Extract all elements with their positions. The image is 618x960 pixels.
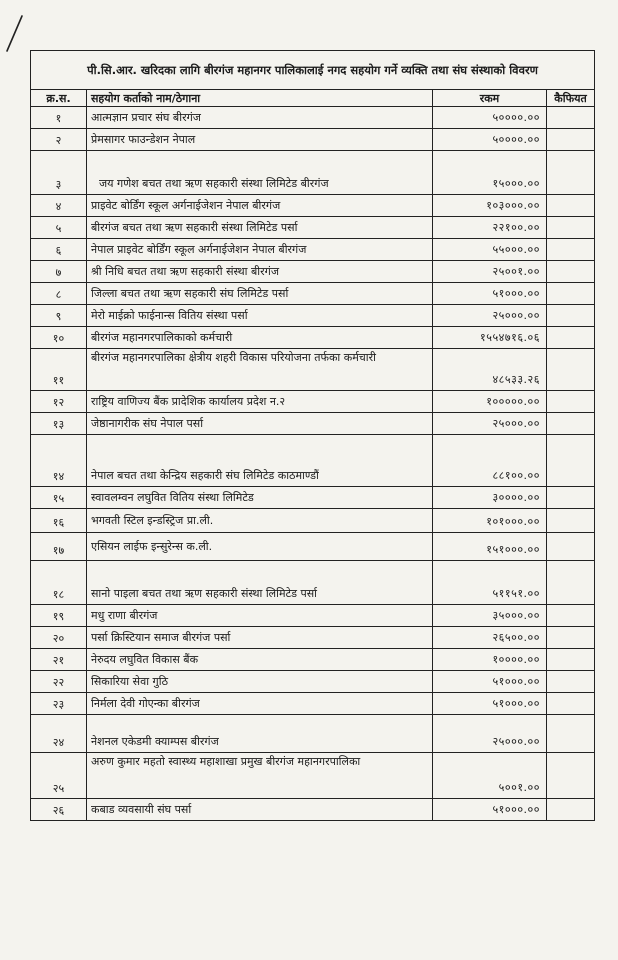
- row-donor-name: बीरगंज बचत तथा ऋण सहकारी संस्था लिमिटेड पर्सा: [87, 217, 433, 239]
- row-amount: ५१०००.००: [433, 799, 547, 821]
- table-row: [31, 107, 595, 129]
- row-serial: ७: [31, 261, 87, 283]
- row-amount: २५००१.००: [433, 261, 547, 283]
- row-remarks: [547, 391, 595, 413]
- row-amount: १०३०००.००: [433, 195, 547, 217]
- row-amount: ८८१००.००: [433, 435, 547, 487]
- row-serial: १४: [31, 435, 87, 487]
- header-amount: रकम: [433, 90, 547, 107]
- row-donor-name: नेपाल प्राइवेट बोर्डिंग स्कूल अर्गनाईजेशन नेपाल बीरगंज: [87, 239, 433, 261]
- row-serial: १९: [31, 605, 87, 627]
- row-amount: ५००१.००: [433, 753, 547, 799]
- row-donor-name: नेपाल बचत तथा केन्द्रिय सहकारी संघ लिमिटेड काठमाण्डौं: [87, 435, 433, 487]
- row-serial: २०: [31, 627, 87, 649]
- row-amount: ५००००.००: [433, 107, 547, 129]
- row-amount: २६५००.००: [433, 627, 547, 649]
- row-serial: २१: [31, 649, 87, 671]
- row-donor-name: स्वावलम्वन लघुवित वितिय संस्था लिमिटेड: [87, 487, 433, 509]
- row-donor-name: श्री निधि बचत तथा ऋण सहकारी संस्था बीरगंज: [87, 261, 433, 283]
- row-remarks: [547, 693, 595, 715]
- row-amount: १००००.००: [433, 649, 547, 671]
- row-donor-name: निर्मला देवी गोएन्का बीरगंज: [87, 693, 433, 715]
- document-title: पी.सि.आर. खरिदका लागि बीरगंज महानगर पालिकालाई नगद सहयोग गर्ने व्यक्ति तथा संघ संस्थाको विवरण: [31, 51, 595, 90]
- row-remarks: [547, 487, 595, 509]
- row-donor-name: सिकारिया सेवा गुठि: [87, 671, 433, 693]
- row-serial: ९: [31, 305, 87, 327]
- row-serial: ५: [31, 217, 87, 239]
- row-amount: २२१००.००: [433, 217, 547, 239]
- row-amount: ५१०००.००: [433, 693, 547, 715]
- row-amount: ४८५३३.२६: [433, 349, 547, 391]
- row-remarks: [547, 283, 595, 305]
- row-donor-name: प्राइवेट बोर्डिंग स्कूल अर्गनाईजेशन नेपाल बीरगंज: [87, 195, 433, 217]
- row-amount: ३००००.००: [433, 487, 547, 509]
- row-serial: ११: [31, 349, 87, 391]
- row-remarks: [547, 799, 595, 821]
- row-remarks: [547, 413, 595, 435]
- row-amount: ५००००.००: [433, 129, 547, 151]
- row-donor-name: नेरुदय लघुवित विकास बैंक: [87, 649, 433, 671]
- row-remarks: [547, 305, 595, 327]
- row-remarks: [547, 261, 595, 283]
- row-serial: २५: [31, 753, 87, 799]
- row-serial: २३: [31, 693, 87, 715]
- row-donor-name: प्रेमसागर फाउन्डेशन नेपाल: [87, 129, 433, 151]
- row-remarks: [547, 239, 595, 261]
- row-donor-name: भगवती स्टिल इन्डस्ट्रिज प्रा.ली.: [87, 509, 433, 533]
- row-donor-name: बीरगंज महानगरपालिकाको कर्मचारी: [87, 327, 433, 349]
- table-row: [31, 487, 595, 509]
- row-donor-name: कबाड व्यवसायी संघ पर्सा: [87, 799, 433, 821]
- row-serial: १: [31, 107, 87, 129]
- row-remarks: [547, 349, 595, 391]
- row-remarks: [547, 195, 595, 217]
- row-amount: १५०००.००: [433, 151, 547, 195]
- row-serial: १२: [31, 391, 87, 413]
- row-donor-name: जय गणेश बचत तथा ऋण सहकारी संस्था लिमिटेड बीरगंज: [87, 151, 433, 195]
- row-serial: ३: [31, 151, 87, 195]
- row-serial: ६: [31, 239, 87, 261]
- row-amount: २५०००.००: [433, 413, 547, 435]
- table-row: [31, 217, 595, 239]
- table-row: [31, 413, 595, 435]
- table-row: [31, 391, 595, 413]
- row-serial: १५: [31, 487, 87, 509]
- row-serial: २४: [31, 715, 87, 753]
- table-row: [31, 605, 595, 627]
- row-remarks: [547, 435, 595, 487]
- row-remarks: [547, 533, 595, 561]
- row-remarks: [547, 217, 595, 239]
- row-serial: १८: [31, 561, 87, 605]
- table-row: [31, 129, 595, 151]
- row-serial: १०: [31, 327, 87, 349]
- row-remarks: [547, 327, 595, 349]
- row-donor-name: मधु राणा बीरगंज: [87, 605, 433, 627]
- table-row: [31, 627, 595, 649]
- row-serial: १६: [31, 509, 87, 533]
- table-body: [31, 107, 595, 821]
- row-amount: ५५०००.००: [433, 239, 547, 261]
- row-remarks: [547, 129, 595, 151]
- pen-stroke-mark: [4, 14, 26, 54]
- row-amount: १०००००.००: [433, 391, 547, 413]
- table-row: [31, 349, 595, 391]
- table-row: [31, 715, 595, 753]
- row-amount: १५५४७१६.०६: [433, 327, 547, 349]
- header-serial: क्र.स.: [31, 90, 87, 107]
- table-row: [31, 509, 595, 533]
- row-serial: १७: [31, 533, 87, 561]
- row-donor-name: आत्मज्ञान प्रचार संघ बीरगंज: [87, 107, 433, 129]
- row-remarks: [547, 753, 595, 799]
- row-remarks: [547, 107, 595, 129]
- row-donor-name: सानो पाइला बचत तथा ऋण सहकारी संस्था लिमिटेड पर्सा: [87, 561, 433, 605]
- row-remarks: [547, 561, 595, 605]
- row-serial: ८: [31, 283, 87, 305]
- row-serial: १३: [31, 413, 87, 435]
- row-donor-name: अरुण कुमार महतो स्वास्थ्य महाशाखा प्रमुख बीरगंज महानगरपालिका: [87, 753, 433, 799]
- header-remarks: कैफियत: [547, 90, 595, 107]
- row-amount: २५०००.००: [433, 305, 547, 327]
- table-row: [31, 693, 595, 715]
- table-row: [31, 195, 595, 217]
- row-amount: १०१०००.००: [433, 509, 547, 533]
- row-remarks: [547, 627, 595, 649]
- table-row: [31, 151, 595, 195]
- row-amount: ५१०००.००: [433, 283, 547, 305]
- row-serial: २: [31, 129, 87, 151]
- row-remarks: [547, 605, 595, 627]
- row-remarks: [547, 151, 595, 195]
- table-row: [31, 305, 595, 327]
- row-amount: १५१०००.००: [433, 533, 547, 561]
- row-donor-name: नेशनल एकेडमी क्याम्पस बीरगंज: [87, 715, 433, 753]
- row-amount: २५०००.००: [433, 715, 547, 753]
- table-row: [31, 327, 595, 349]
- row-donor-name: मेरो माईक्रो फाईनान्स वितिय संस्था पर्सा: [87, 305, 433, 327]
- table-row: [31, 753, 595, 799]
- row-donor-name: पर्सा क्रिस्टियान समाज बीरगंज पर्सा: [87, 627, 433, 649]
- table-row: [31, 671, 595, 693]
- donation-table: [30, 50, 595, 821]
- row-amount: ३५०००.००: [433, 605, 547, 627]
- row-serial: ४: [31, 195, 87, 217]
- row-donor-name: जेष्ठानागरीक संघ नेपाल पर्सा: [87, 413, 433, 435]
- row-amount: ५१०००.००: [433, 671, 547, 693]
- row-donor-name: बीरगंज महानगरपालिका क्षेत्रीय शहरी विकास परियोजना तर्फका कर्मचारी: [87, 349, 433, 391]
- row-remarks: [547, 649, 595, 671]
- row-donor-name: एसियन लाईफ इन्सुरेन्स क.ली.: [87, 533, 433, 561]
- table-row: [31, 533, 595, 561]
- table-row: [31, 561, 595, 605]
- table-row: [31, 799, 595, 821]
- table-row: [31, 283, 595, 305]
- table-row: [31, 435, 595, 487]
- row-amount: ५११५१.००: [433, 561, 547, 605]
- row-remarks: [547, 715, 595, 753]
- row-serial: २६: [31, 799, 87, 821]
- row-donor-name: जिल्ला बचत तथा ऋण सहकारी संघ लिमिटेड पर्सा: [87, 283, 433, 305]
- header-name: सहयोग कर्ताको नाम/ठेगाना: [87, 90, 433, 107]
- row-remarks: [547, 671, 595, 693]
- row-serial: २२: [31, 671, 87, 693]
- row-remarks: [547, 509, 595, 533]
- row-donor-name: राष्ट्रिय वाणिज्य बैंक प्रादेशिक कार्यालय प्रदेश न.२: [87, 391, 433, 413]
- table-row: [31, 239, 595, 261]
- table-row: [31, 261, 595, 283]
- table-row: [31, 649, 595, 671]
